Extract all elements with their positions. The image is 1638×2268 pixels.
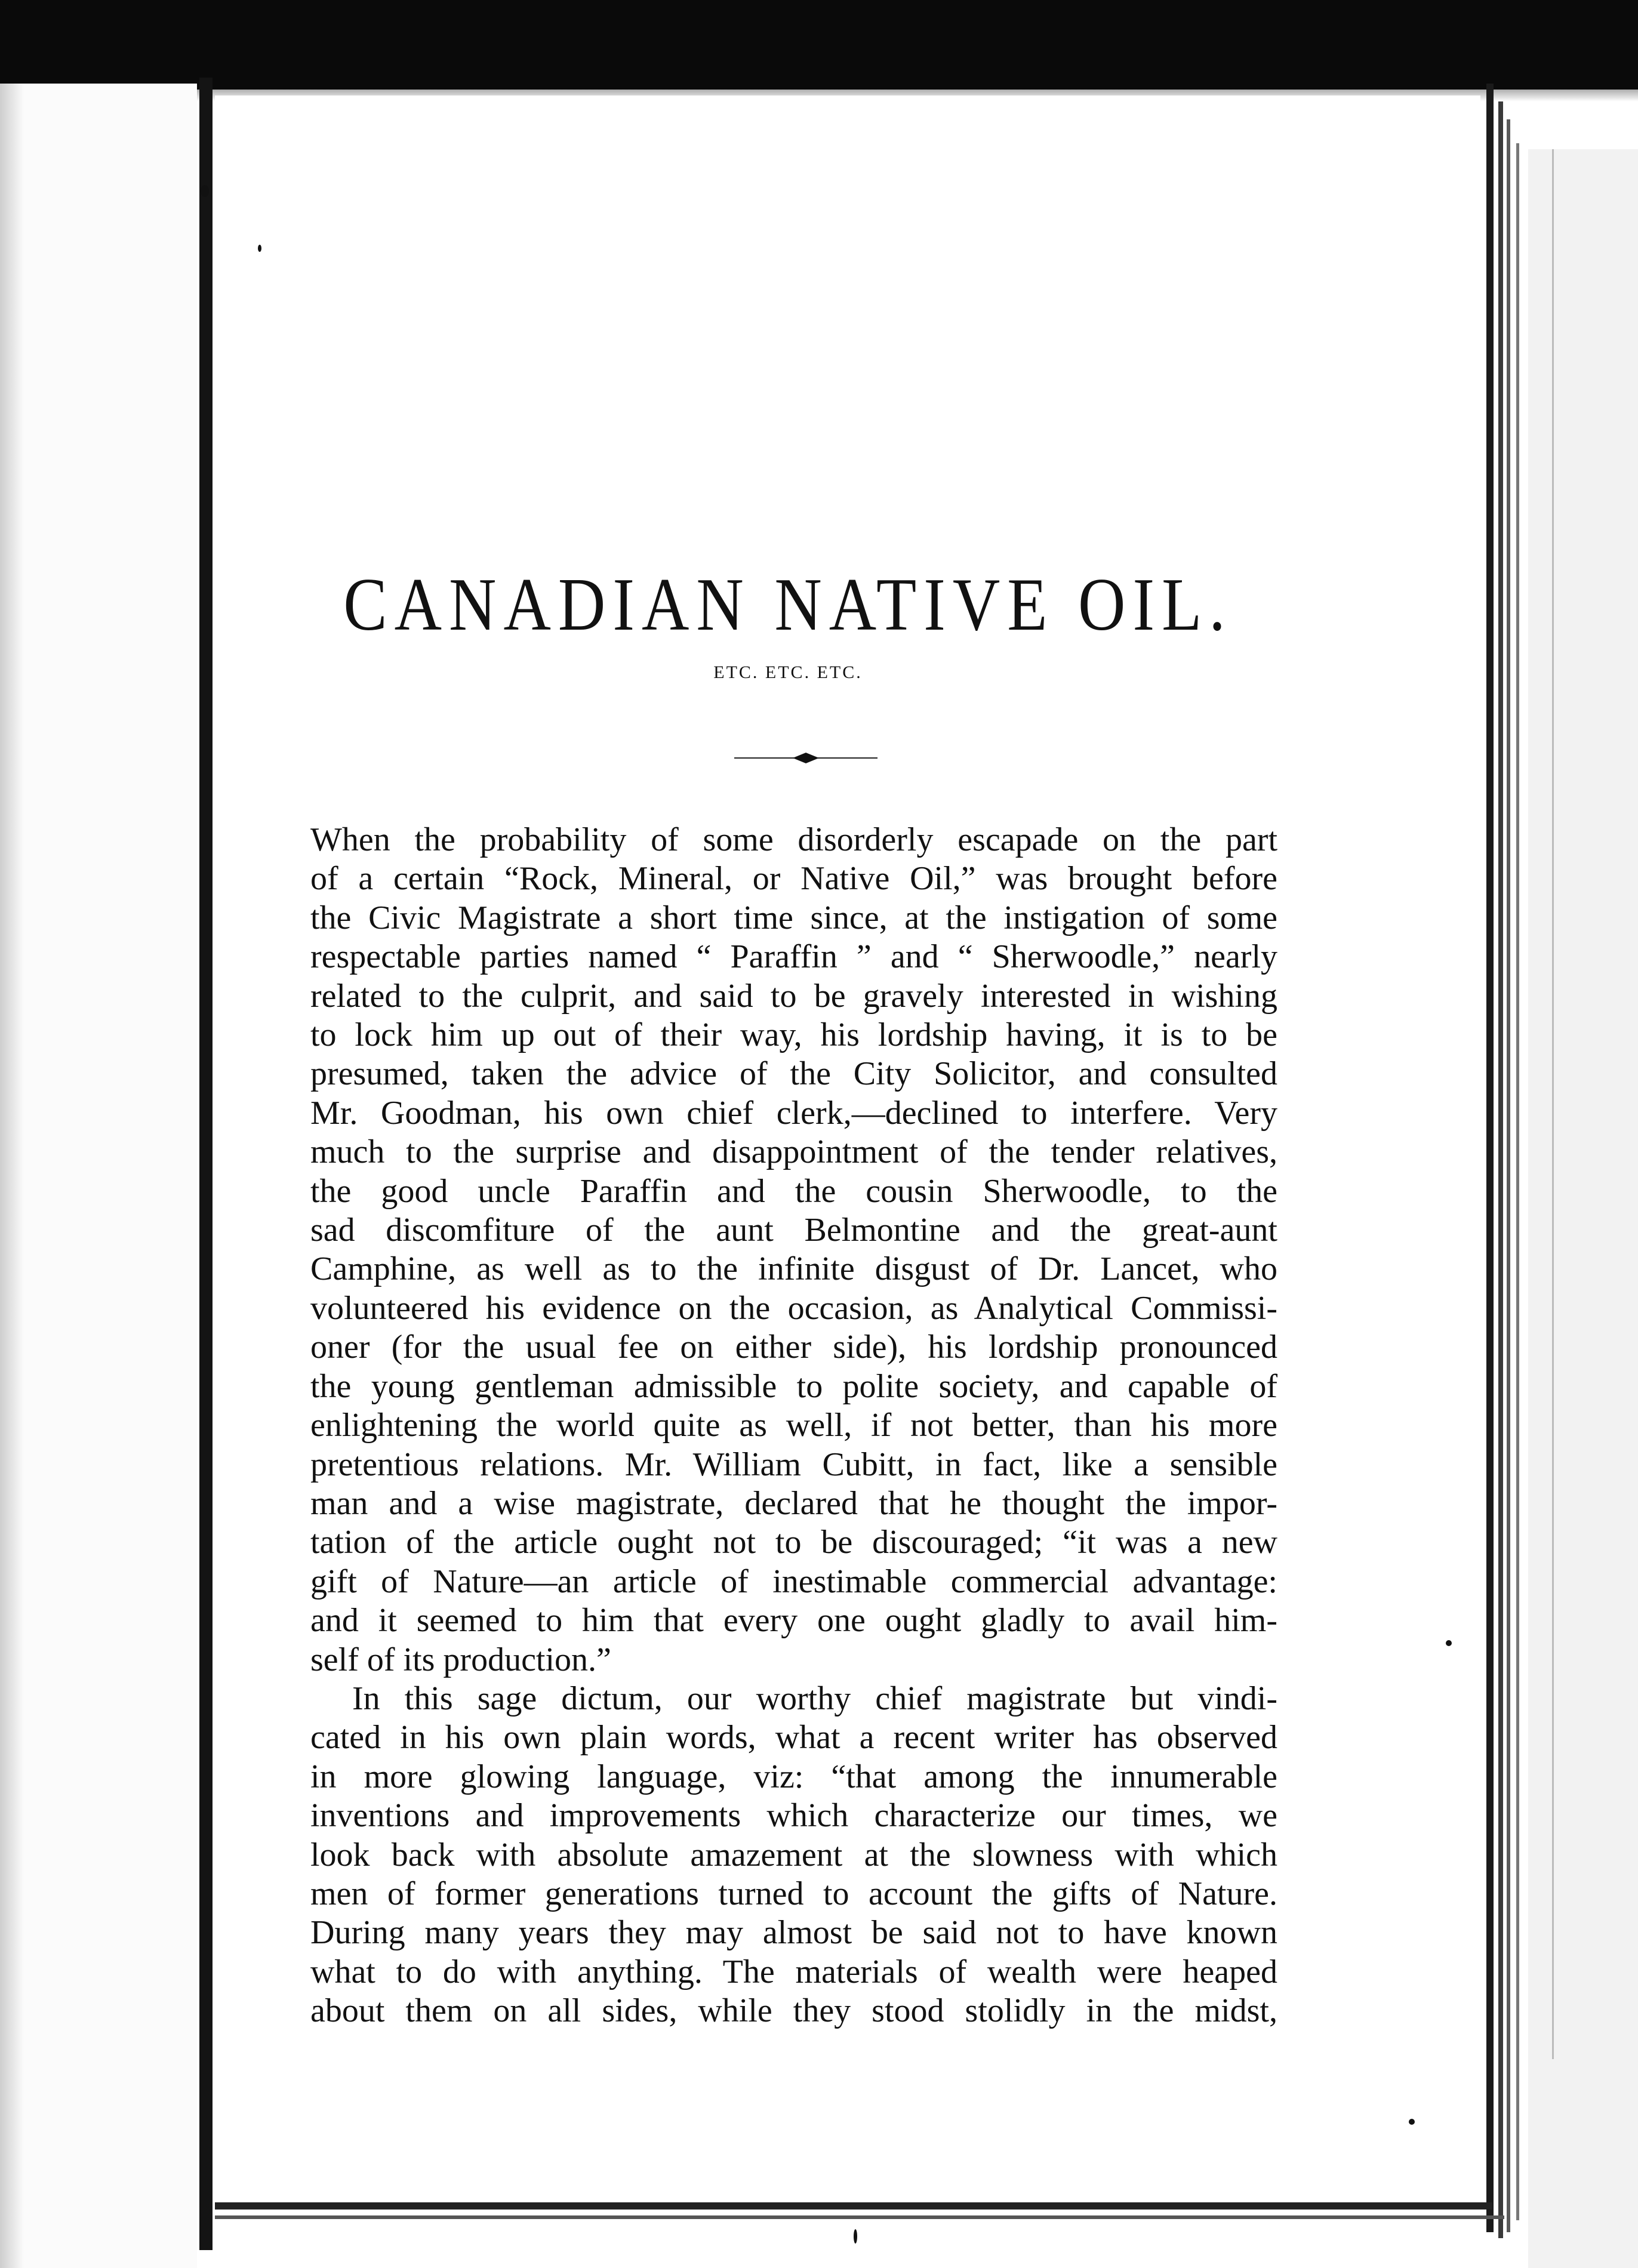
scan-speck xyxy=(1409,2119,1415,2125)
text-line: tation of the article ought not to be discouraged; “it was a new xyxy=(310,1524,1277,1561)
text-line: about them on all sides, while they stood stolidly in the midst, xyxy=(310,1992,1277,2030)
page-block-line xyxy=(1552,149,1554,2059)
text-line: When the probability of some disorderly escapade on the part xyxy=(310,821,1277,858)
scan-speck xyxy=(1446,1640,1452,1646)
page-block-edge xyxy=(1528,149,1638,2268)
page-edge xyxy=(1507,119,1510,2232)
text-line: sad discomfiture of the aunt Belmontine and the great-aunt xyxy=(310,1212,1277,1249)
page-edge xyxy=(1486,84,1494,2232)
book-gutter xyxy=(199,78,213,2250)
scan-speck xyxy=(201,185,209,197)
text-line: and it seemed to him that every one ought gladly to avail him- xyxy=(310,1602,1277,1640)
paragraph xyxy=(310,1680,1277,2031)
text-line: enlightening the world quite as well, if not better, than his more xyxy=(310,1407,1277,1444)
body-text xyxy=(310,821,1277,2031)
text-line: man and a wise magistrate, declared that he thought the impor- xyxy=(310,1484,1277,1522)
page-bottom-edge xyxy=(215,2202,1492,2210)
text-line: Camphine, as well as to the infinite disgust of Dr. Lancet, who xyxy=(310,1250,1277,1288)
text-line: the young gentleman admissible to polite society, and capable of xyxy=(310,1367,1277,1405)
text-line: respectable parties named “ Paraffin ” and “ Sherwoodle,” nearly xyxy=(310,938,1277,976)
text-line: in more glowing language, viz: “that among the innumerable xyxy=(310,1758,1277,1795)
text-line: to lock him up out of their way, his lordship having, it is to be xyxy=(310,1016,1277,1054)
text-line: the Civic Magistrate a short time since, at the instigation of some xyxy=(310,899,1277,936)
page-edge xyxy=(1516,143,1519,2220)
page-title: CANADIAN NATIVE OIL. xyxy=(343,562,1233,646)
text-line: the good uncle Paraffin and the cousin Sherwoodle, to the xyxy=(310,1172,1277,1210)
text-line: cated in his own plain words, what a recent writer has observed xyxy=(310,1719,1277,1757)
scan-speck xyxy=(258,245,261,252)
text-line: gift of Nature—an article of inestimable commercial advantage: xyxy=(310,1563,1277,1600)
text-line: what to do with anything. The materials of wealth were heaped xyxy=(310,1953,1277,1990)
ornament-rule-icon xyxy=(734,749,878,767)
text-line: look back with absolute amazement at the slowness with which xyxy=(310,1836,1277,1873)
text-line: inventions and improvements which characterize our times, we xyxy=(310,1797,1277,1835)
text-line: of a certain “Rock, Mineral, or Native Oil,” was brought before xyxy=(310,860,1277,898)
facing-page-shadow xyxy=(0,84,24,2268)
text-line: volunteered his evidence on the occasion, as Analytical Commissi- xyxy=(310,1289,1277,1327)
text-line: pretentious relations. Mr. William Cubitt, in fact, like a sensible xyxy=(310,1446,1277,1483)
text-line: much to the surprise and disappointment of the tender relatives, xyxy=(310,1133,1277,1171)
scan-speck xyxy=(854,2229,857,2244)
text-line: Mr. Goodman, his own chief clerk,—declined to interfere. Very xyxy=(310,1094,1277,1132)
text-line: self of its production.” xyxy=(310,1641,611,1678)
facing-page xyxy=(0,84,197,2268)
text-line: During many years they may almost be said not to have known xyxy=(310,1914,1277,1952)
paragraph xyxy=(310,821,1277,1680)
text-line: In this sage dictum, our worthy chief magistrate but vindi- xyxy=(352,1680,1277,1717)
text-line: related to the culprit, and said to be gravely interested in wishing xyxy=(310,977,1277,1015)
page-subtitle: ETC. ETC. ETC. xyxy=(713,662,863,682)
text-line: oner (for the usual fee on either side), his lordship pronounced xyxy=(310,1329,1277,1366)
page-edge xyxy=(1498,101,1503,2238)
text-line: presumed, taken the advice of the City Solicitor, and consulted xyxy=(310,1055,1277,1093)
page-bottom-edge xyxy=(215,2215,1504,2219)
text-line: men of former generations turned to account the gifts of Nature. xyxy=(310,1875,1277,1912)
